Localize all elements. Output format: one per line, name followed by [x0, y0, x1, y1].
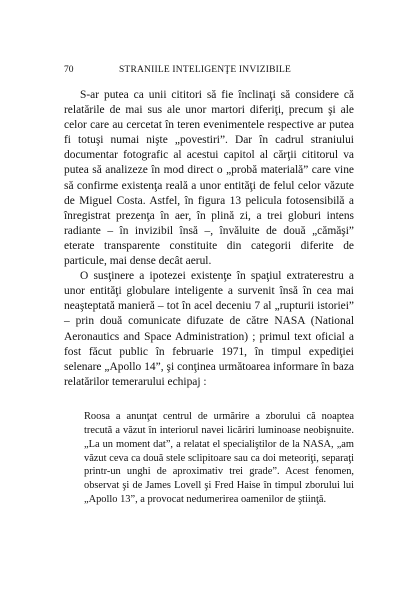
- page-header: [64, 64, 346, 76]
- running-title: STRANIILE INTELIGENŢE INVIZIBILE: [118, 65, 292, 75]
- page-number: 70: [64, 65, 74, 75]
- main-text: [64, 88, 354, 390]
- block-quote: [84, 410, 354, 507]
- paragraph-2: O susţinere a ipotezei existenţe în spaţiul extraterestru a unor entităţi globulare inteligente a survenit însă în cea mai neaşteptată manieră – tot în acel deceniu 7 al „rupturii istoriei” – prin două comunicate difuzate de către NASA (National Aeronautics and Space Administration) ; primul text oficial a fost făcut public în februarie 1971, în timpul expediţiei selenare „Apollo 14”, şi conţinea următoarea informare în baza relatărilor temerarului echipaj :: [64, 270, 354, 388]
- quote-text: Roosa a anunţat centrul de urmărire a zborului că noaptea trecută a văzut în interiorul navei licăriri luminoase neobişnuite. „La un moment dat”, a relatat el specialiştilor de la NASA, „am văzut ceva ca două stele sclipitoare sau ca doi meteoriţi, separaţi printr-un unghi de aproximativ trei grade”. Acest fenomen, observat şi de James Lovell şi Fred Haise în timpul zborului lui „Apollo 13”, a provocat nedumerirea oamenilor de ştiinţă.: [84, 411, 354, 506]
- paragraph-1: S-ar putea ca unii cititori să fie înclinaţi să considere că relatările de mai sus ale unor martori diferiţi, precum şi ale celor care au cercetat în teren evenimentele respective ar putea fi totuşi numai nişte „povestiri”. Dar în cadrul straniului documentar fotografic al acestui capitol al cărţii cititorul va putea să analizeze în mod direct o „probă materială” care vine să confirme existenţa reală a unor entităţi de felul celor văzute de Miguel Costa. Astfel, în figura 13 pelicula fotosensibilă a înregistrat prezenţa în aer, în plină zi, a trei globuri intens radiante – în invizibil însă –, învăluite de două „cămăşi” eterate transparente constituite din categorii diferite de particule, mai dense decât aerul.: [64, 89, 354, 268]
